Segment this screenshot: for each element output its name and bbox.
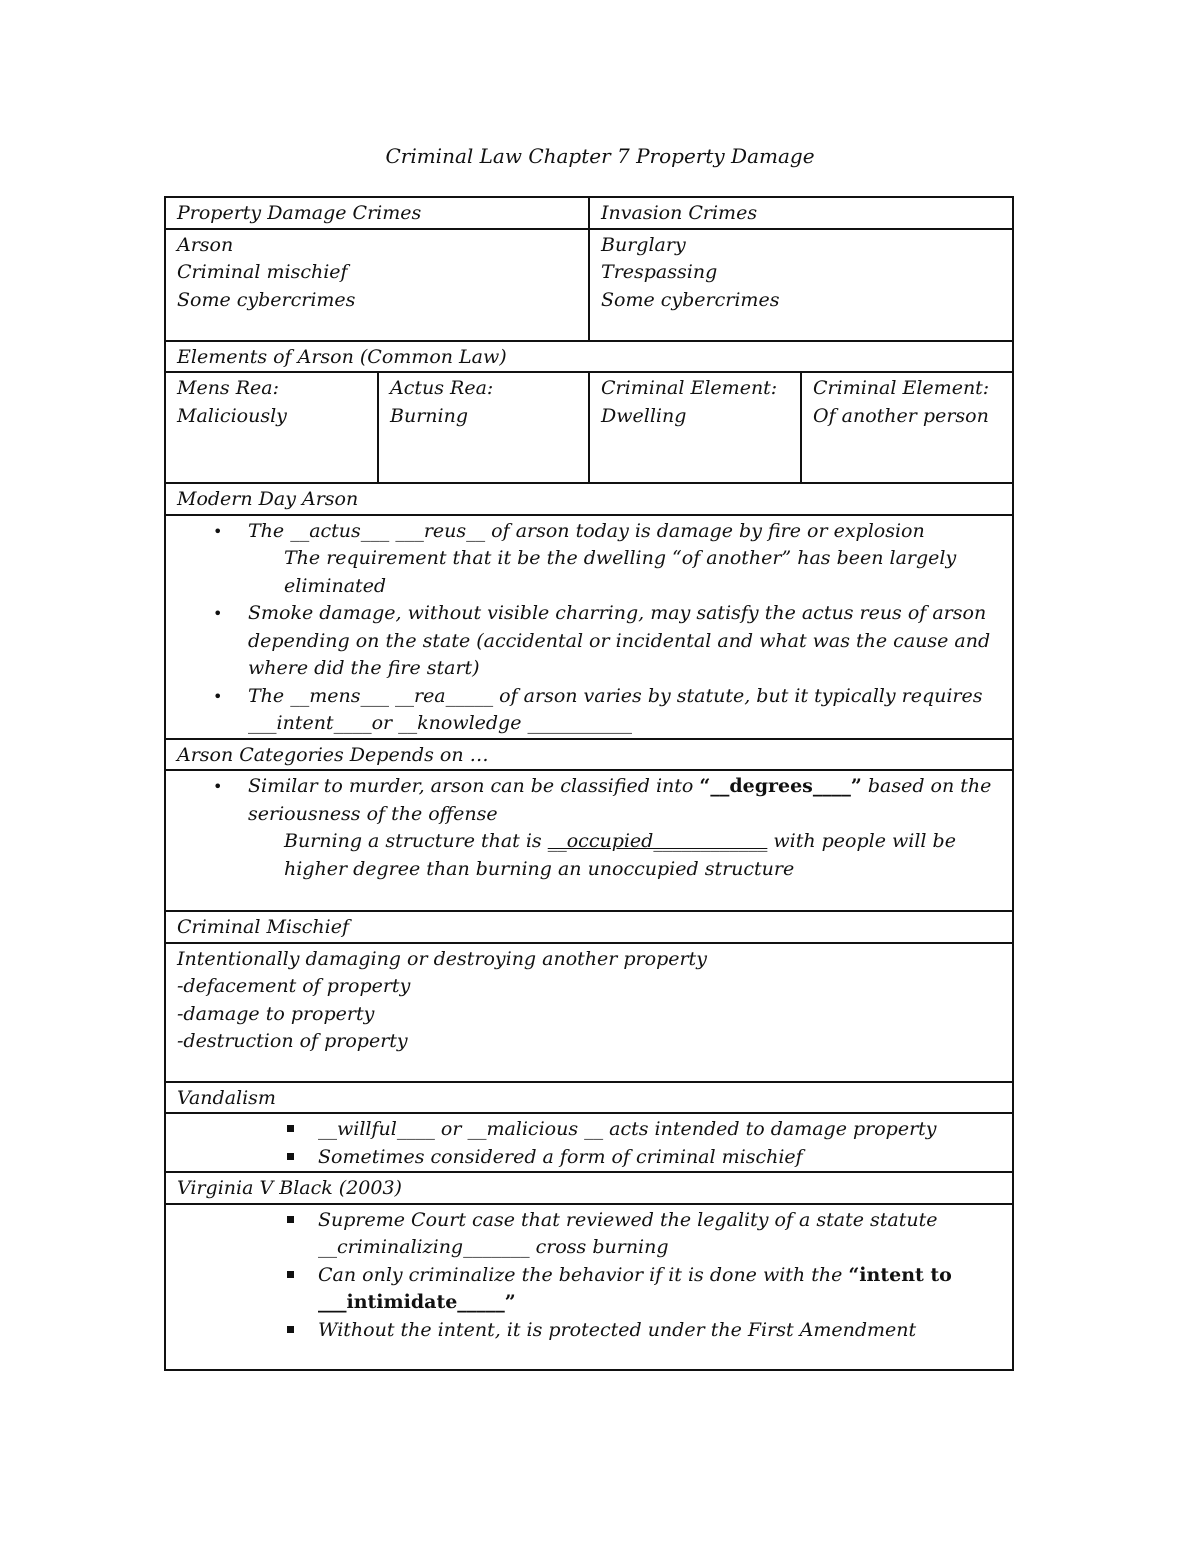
list-item: [177, 600, 1002, 683]
list-item: [177, 1262, 1002, 1317]
list-item: [177, 773, 1002, 883]
elements-of-arson-header: Elements of Arson (Common Law): [165, 341, 1013, 373]
element-cell: [165, 372, 378, 483]
mischief-line: Intentionally damaging or destroying another property: [177, 947, 707, 970]
bullet-text: Sometimes considered a form of criminal mischief: [318, 1145, 803, 1168]
list-item: [177, 518, 1002, 601]
element-label: Criminal Element:: [813, 377, 990, 399]
arson-categories-header: Arson Categories Depends on …: [165, 739, 1013, 771]
list-item: [177, 683, 1002, 738]
bullet-text: • Smoke damage, without visible charring, may satisfy the actus reus of arson depending on the state (accidental or incidental and what was the cause and where did the fire start): [248, 602, 991, 679]
element-label: Mens Rea:: [177, 377, 280, 399]
list-item: [177, 1317, 1002, 1345]
arson-categories-list: [177, 773, 1002, 883]
invasion-crimes-list: [589, 229, 1013, 341]
arson-categories-body: [165, 770, 1013, 911]
occupied-answer: __occupied____________: [547, 830, 768, 852]
sub-text: Burning a structure that is __occupied____________ with people will be higher degree than burning an unoccupied structure: [284, 830, 956, 880]
bullet-text: Can only criminalize the behavior if it is done with the “intent to: [318, 1263, 952, 1286]
virginia-list: [177, 1207, 1002, 1345]
mischief-line: -defacement of property: [177, 975, 411, 997]
bullet-text: Without the intent, it is protected under the First Amendment: [318, 1318, 917, 1341]
element-label: Criminal Element:: [601, 377, 778, 399]
intent-answer: “intent to: [848, 1263, 952, 1286]
list-item: [177, 1144, 1002, 1172]
crime-item: Some cybercrimes: [601, 288, 780, 311]
intimidate-answer: ___intimidate_____”: [318, 1291, 516, 1313]
virginia-v-black-header: Virginia V Black (2003): [165, 1172, 1013, 1204]
property-damage-crimes-header: Property Damage Crimes: [165, 197, 589, 229]
crime-item: Arson: [177, 233, 234, 256]
element-value: Maliciously: [177, 404, 287, 427]
vandalism-body: [165, 1113, 1013, 1172]
criminal-mischief-body: [165, 943, 1013, 1082]
element-cell: [378, 372, 589, 483]
bullet-text: • Similar to murder, arson can be classified into “__degrees____” based on the seriousness of the offense: [248, 775, 992, 825]
bullet-text: __willful____ or __malicious __ acts intended to damage property: [318, 1118, 937, 1140]
element-value: Of another person: [813, 404, 989, 427]
list-item: [177, 1116, 1002, 1144]
crime-item: Burglary: [601, 233, 686, 256]
bullet-text: • The __actus___ ___reus__ of arson today is damage by fire or explosion: [248, 519, 925, 542]
mischief-line: -damage to property: [177, 1002, 375, 1025]
page-title: Criminal Law Chapter 7 Property Damage: [385, 144, 815, 168]
vandalism-header: Vandalism: [165, 1082, 1013, 1114]
element-cell: [801, 372, 1013, 483]
degrees-answer: “__degrees____”: [699, 775, 862, 797]
element-label: Actus Rea:: [390, 377, 494, 399]
notes-table: [164, 196, 1014, 1371]
list-item: [177, 1207, 1002, 1262]
criminal-mischief-header: Criminal Mischief: [165, 911, 1013, 943]
modern-arson-body: [165, 515, 1013, 739]
bullet-text-continued: __criminalizing_______ cross burning: [318, 1236, 669, 1258]
crime-item: Some cybercrimes: [177, 288, 356, 311]
property-damage-crimes-list: [165, 229, 589, 341]
crime-item: Criminal mischief: [177, 261, 348, 283]
sub-text: The requirement that it be the dwelling “of another” has been largely eliminated: [284, 547, 957, 597]
virginia-v-black-body: [165, 1204, 1013, 1370]
invasion-crimes-header: Invasion Crimes: [589, 197, 1013, 229]
bullet-text: • The __mens___ __rea_____ of arson varies by statute, but it typically requires: [248, 684, 983, 707]
element-value: Burning: [390, 404, 468, 427]
mischief-line: -destruction of property: [177, 1030, 408, 1052]
bullet-text-continued: ___intent____or __knowledge ___________: [248, 712, 633, 734]
bullet-text: Supreme Court case that reviewed the legality of a state statute: [318, 1208, 938, 1231]
modern-arson-header: Modern Day Arson: [165, 483, 1013, 515]
vandalism-list: [177, 1116, 1002, 1171]
element-cell: [589, 372, 801, 483]
crime-item: Trespassing: [601, 261, 718, 283]
modern-arson-list: [177, 518, 1002, 738]
element-value: Dwelling: [601, 404, 687, 427]
